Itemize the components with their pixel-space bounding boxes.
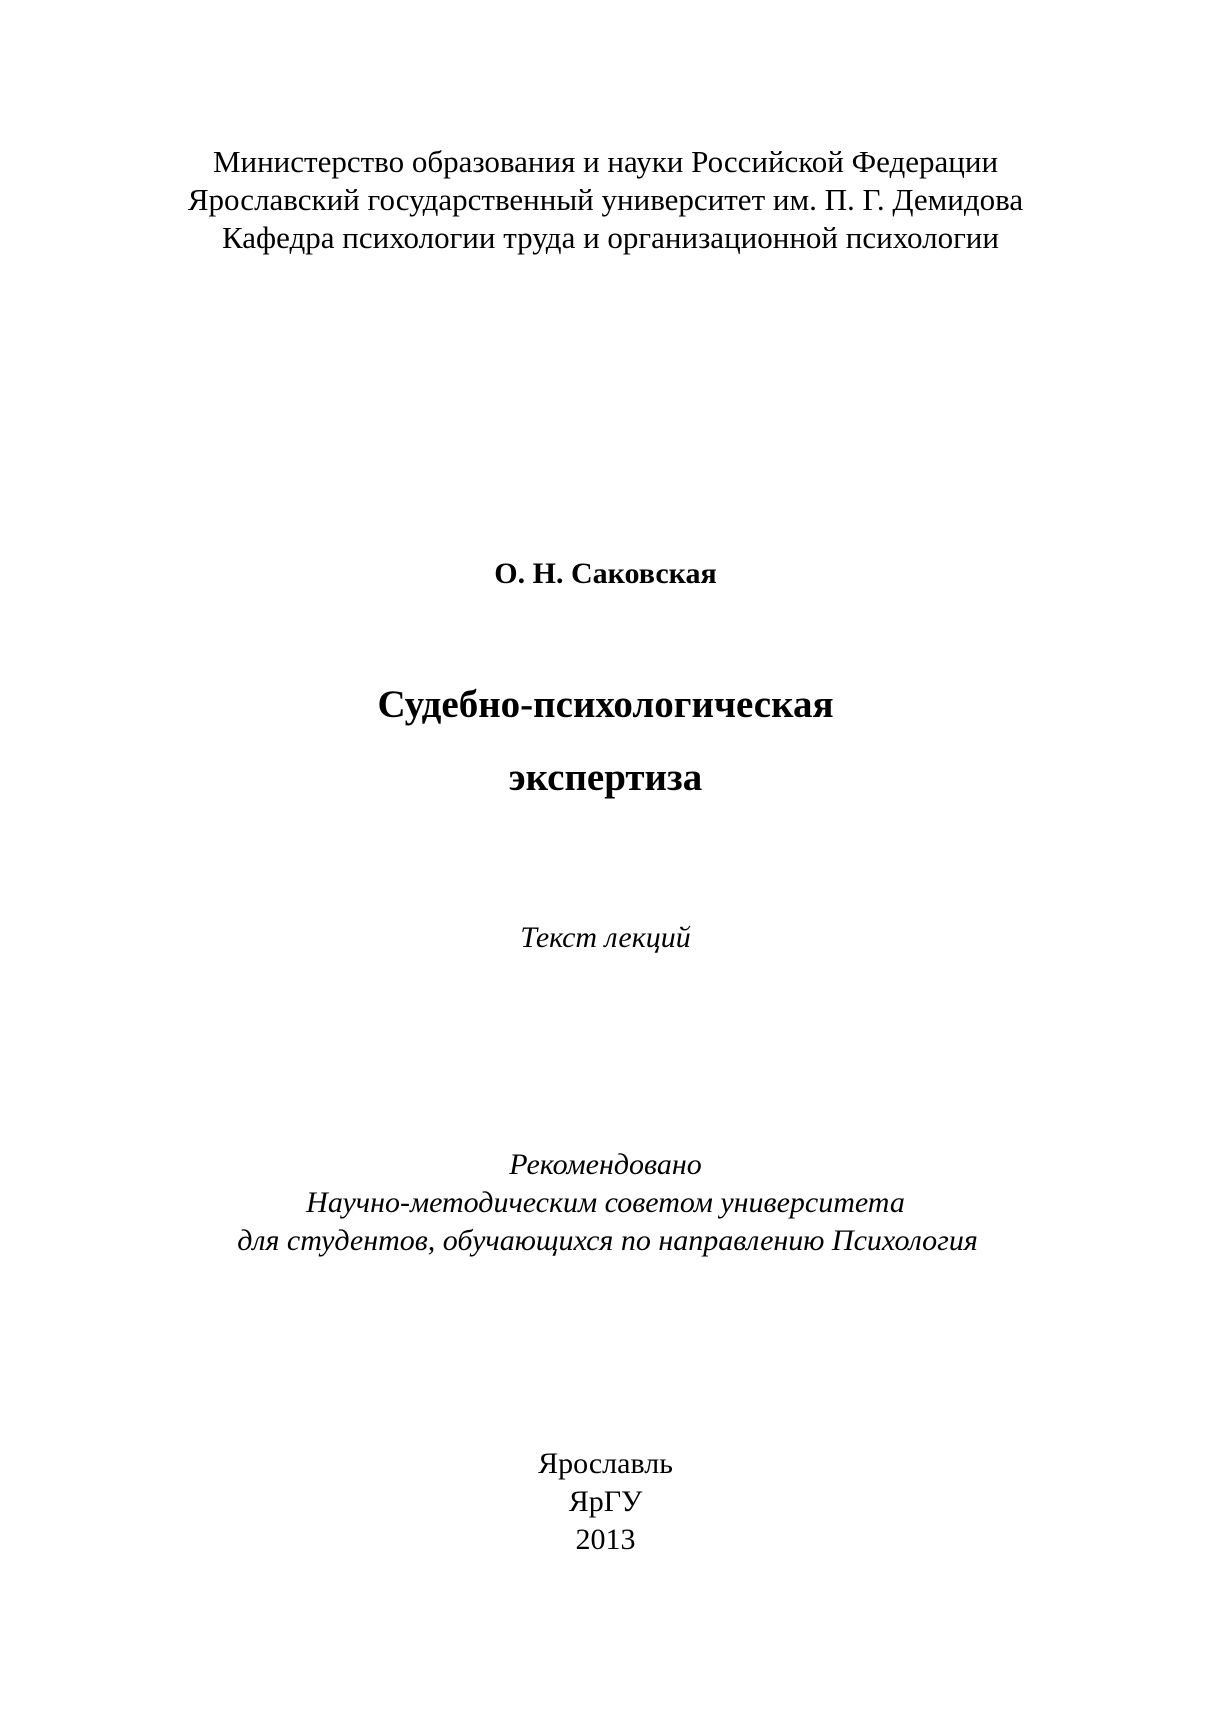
imprint-city: Ярославль [538,1447,673,1480]
recommendation-line-3: для студентов, обучающихся по направлению Психология [237,1224,978,1257]
imprint-publisher: ЯрГУ [568,1485,643,1518]
publication-genre: Текст лекций [520,921,691,954]
recommendation-note [0,1146,1211,1260]
university-line: Ярославский государственный университет им. П. Г. Демидова [187,182,1024,217]
department-line: Кафедра психологии труда и организационной психологии [222,220,999,255]
recommendation-line-2: Научно-методическим советом университета [306,1186,905,1219]
recommendation-line-1: Рекомендовано [509,1148,702,1181]
imprint [0,1445,1211,1559]
imprint-year: 2013 [575,1523,636,1556]
ministry-line: Министерство образования и науки Российской Федерации [212,144,999,179]
institution-header [0,143,1211,257]
title-line-2: экспертиза [508,756,703,799]
book-title [0,668,1211,814]
author-name: О. Н. Саковская [494,557,717,590]
title-line-1: Судебно-психологическая [377,683,834,726]
